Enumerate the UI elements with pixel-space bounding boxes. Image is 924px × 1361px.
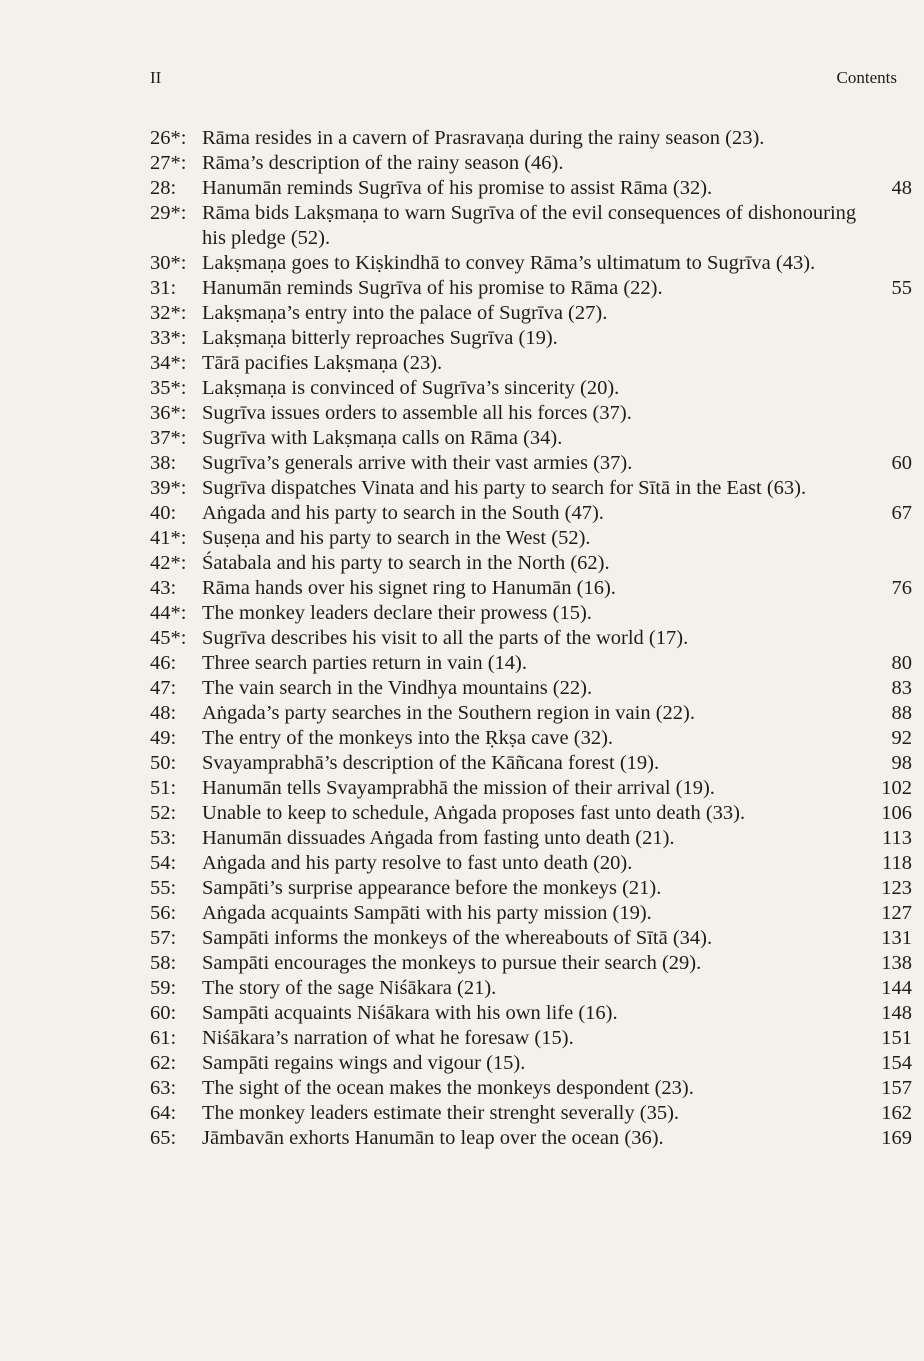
chapter-title: The story of the sage Niśākara (21). <box>202 977 497 999</box>
running-head <box>150 68 897 92</box>
chapter-title: The sight of the ocean makes the monkeys despondent (23). <box>202 1077 694 1099</box>
chapter-number: 43: <box>150 577 177 599</box>
chapter-number: 46: <box>150 652 177 674</box>
page-reference: 83 <box>891 677 912 699</box>
chapter-title: Sugrīva dispatches Vinata and his party to search for Sītā in the East (63). <box>202 477 807 499</box>
contents-entry <box>150 701 912 726</box>
chapter-title: Hanumān dissuades Aṅgada from fasting unto death (21). <box>202 827 675 849</box>
contents-entry <box>150 1051 912 1076</box>
chapter-number: 48: <box>150 702 177 724</box>
page-reference: 67 <box>891 502 912 524</box>
chapter-number: 36*: <box>150 402 187 424</box>
contents-entry <box>150 826 912 851</box>
chapter-number: 28: <box>150 177 177 199</box>
contents-entry <box>150 251 912 276</box>
chapter-number: 53: <box>150 827 177 849</box>
chapter-number: 49: <box>150 727 177 749</box>
chapter-title: Sampāti acquaints Niśākara with his own life (16). <box>202 1002 618 1024</box>
chapter-title: Hanumān tells Svayamprabhā the mission of their arrival (19). <box>202 777 715 799</box>
page-reference: 76 <box>891 577 912 599</box>
contents-entry <box>150 426 912 451</box>
chapter-title: Unable to keep to schedule, Aṅgada proposes fast unto death (33). <box>202 802 746 824</box>
page-reference: 92 <box>891 727 912 749</box>
page-reference: 148 <box>881 1002 912 1024</box>
contents-entry <box>150 126 912 151</box>
chapter-title: Lakṣmaṇa is convinced of Sugrīva’s sincerity (20). <box>202 377 620 399</box>
contents-entry <box>150 1026 912 1051</box>
page-reference: 106 <box>881 802 912 824</box>
contents-entry <box>150 376 912 401</box>
chapter-title: The monkey leaders declare their prowess (15). <box>202 602 592 624</box>
contents-entry <box>150 301 912 326</box>
page-reference: 169 <box>881 1127 912 1149</box>
chapter-title: Jāmbavān exhorts Hanumān to leap over the ocean (36). <box>202 1127 664 1149</box>
contents-entry <box>150 176 912 201</box>
page-reference: 55 <box>891 277 912 299</box>
chapter-number: 58: <box>150 952 177 974</box>
chapter-number: 27*: <box>150 152 187 174</box>
contents-entry <box>150 576 912 601</box>
contents-entry <box>150 776 912 801</box>
contents-entry <box>150 726 912 751</box>
chapter-title: Śatabala and his party to search in the North (62). <box>202 552 610 574</box>
chapter-title: Sugrīva with Lakṣmaṇa calls on Rāma (34). <box>202 427 563 449</box>
chapter-number: 30*: <box>150 252 187 274</box>
chapter-number: 39*: <box>150 477 187 499</box>
page-reference: 123 <box>881 877 912 899</box>
chapter-number: 55: <box>150 877 177 899</box>
page-reference: 162 <box>881 1102 912 1124</box>
contents-entry <box>150 401 912 426</box>
page-reference: 98 <box>891 752 912 774</box>
contents-entry <box>150 851 912 876</box>
chapter-number: 33*: <box>150 327 187 349</box>
contents-entry <box>150 926 912 951</box>
contents-entry <box>150 651 912 676</box>
chapter-title: The entry of the monkeys into the Ṛkṣa cave (32). <box>202 727 614 749</box>
chapter-number: 45*: <box>150 627 187 649</box>
chapter-title: Sampāti encourages the monkeys to pursue their search (29). <box>202 952 702 974</box>
contents-entry <box>150 876 912 901</box>
chapter-title: Aṅgada’s party searches in the Southern region in vain (22). <box>202 702 696 724</box>
chapter-number: 65: <box>150 1127 177 1149</box>
chapter-number: 56: <box>150 902 177 924</box>
contents-entry <box>150 1001 912 1026</box>
chapter-title: Sampāti informs the monkeys of the whereabouts of Sītā (34). <box>202 927 713 949</box>
chapter-title: Aṅgada acquaints Sampāti with his party mission (19). <box>202 902 652 924</box>
chapter-number: 57: <box>150 927 177 949</box>
chapter-number: 38: <box>150 452 177 474</box>
page-reference: 127 <box>881 902 912 924</box>
chapter-number: 42*: <box>150 552 187 574</box>
chapter-title: Rāma bids Lakṣmaṇa to warn Sugrīva of the evil consequences of dishonouring his pledge (52). <box>202 202 857 249</box>
chapter-number: 59: <box>150 977 177 999</box>
chapter-title: Hanumān reminds Sugrīva of his promise to Rāma (22). <box>202 277 663 299</box>
chapter-number: 35*: <box>150 377 187 399</box>
chapter-title: Rāma’s description of the rainy season (46). <box>202 152 564 174</box>
chapter-number: 29*: <box>150 202 187 224</box>
chapter-number: 51: <box>150 777 177 799</box>
chapter-number: 41*: <box>150 527 187 549</box>
contents-entry <box>150 626 912 651</box>
chapter-title: Lakṣmaṇa bitterly reproaches Sugrīva (19). <box>202 327 558 349</box>
page-reference: 138 <box>881 952 912 974</box>
page-reference: 80 <box>891 652 912 674</box>
contents-entry <box>150 801 912 826</box>
chapter-number: 40: <box>150 502 177 524</box>
chapter-number: 44*: <box>150 602 187 624</box>
page-reference: 102 <box>881 777 912 799</box>
chapter-number: 32*: <box>150 302 187 324</box>
contents-entry <box>150 951 912 976</box>
section-title: Contents <box>836 68 897 87</box>
chapter-number: 64: <box>150 1102 177 1124</box>
contents-entry <box>150 351 912 376</box>
contents-entry <box>150 1126 912 1151</box>
page-reference: 151 <box>881 1027 912 1049</box>
page-reference: 48 <box>891 177 912 199</box>
chapter-title: Sampāti regains wings and vigour (15). <box>202 1052 526 1074</box>
page-reference: 113 <box>882 827 912 849</box>
chapter-title: The vain search in the Vindhya mountains (22). <box>202 677 593 699</box>
chapter-number: 54: <box>150 852 177 874</box>
chapter-title: Lakṣmaṇa’s entry into the palace of Sugrīva (27). <box>202 302 608 324</box>
contents-entry <box>150 201 912 251</box>
contents-entry <box>150 676 912 701</box>
chapter-title: Aṅgada and his party resolve to fast unto death (20). <box>202 852 633 874</box>
chapter-title: Svayamprabhā’s description of the Kāñcana forest (19). <box>202 752 660 774</box>
chapter-title: Rāma hands over his signet ring to Hanumān (16). <box>202 577 616 599</box>
page-reference: 88 <box>891 702 912 724</box>
contents-entry <box>150 901 912 926</box>
chapter-title: Rāma resides in a cavern of Prasravaṇa during the rainy season (23). <box>202 127 765 149</box>
chapter-number: 62: <box>150 1052 177 1074</box>
chapter-number: 52: <box>150 802 177 824</box>
chapter-title: Tārā pacifies Lakṣmaṇa (23). <box>202 352 443 374</box>
contents-entry <box>150 151 912 176</box>
page-reference: 118 <box>882 852 912 874</box>
contents-entry <box>150 476 912 501</box>
contents-list <box>150 126 912 1151</box>
chapter-number: 34*: <box>150 352 187 374</box>
chapter-title: Aṅgada and his party to search in the South (47). <box>202 502 604 524</box>
page-reference: 131 <box>881 927 912 949</box>
page-reference: 154 <box>881 1052 912 1074</box>
chapter-title: Sugrīva’s generals arrive with their vast armies (37). <box>202 452 633 474</box>
page-reference: 144 <box>881 977 912 999</box>
contents-entry <box>150 326 912 351</box>
contents-entry <box>150 526 912 551</box>
contents-entry <box>150 501 912 526</box>
chapter-number: 37*: <box>150 427 187 449</box>
chapter-number: 47: <box>150 677 177 699</box>
chapter-title: Sugrīva describes his visit to all the parts of the world (17). <box>202 627 689 649</box>
chapter-title: Lakṣmaṇa goes to Kiṣkindhā to convey Rāma’s ultimatum to Sugrīva (43). <box>202 252 816 274</box>
chapter-title: Three search parties return in vain (14). <box>202 652 528 674</box>
page-reference: 157 <box>881 1077 912 1099</box>
chapter-title: Sampāti’s surprise appearance before the monkeys (21). <box>202 877 662 899</box>
chapter-title: Sugrīva issues orders to assemble all his forces (37). <box>202 402 632 424</box>
contents-entry <box>150 551 912 576</box>
chapter-number: 60: <box>150 1002 177 1024</box>
contents-entry <box>150 1076 912 1101</box>
contents-entry <box>150 976 912 1001</box>
chapter-title: Niśākara’s narration of what he foresaw (15). <box>202 1027 574 1049</box>
contents-entry <box>150 601 912 626</box>
chapter-number: 31: <box>150 277 177 299</box>
contents-entry <box>150 276 912 301</box>
contents-entry <box>150 451 912 476</box>
chapter-number: 61: <box>150 1027 177 1049</box>
chapter-number: 50: <box>150 752 177 774</box>
chapter-title: Suṣeṇa and his party to search in the West (52). <box>202 527 591 549</box>
chapter-number: 26*: <box>150 127 187 149</box>
chapter-number: 63: <box>150 1077 177 1099</box>
page-number: II <box>150 68 162 87</box>
contents-entry <box>150 751 912 776</box>
page-reference: 60 <box>891 452 912 474</box>
contents-entry <box>150 1101 912 1126</box>
chapter-title: Hanumān reminds Sugrīva of his promise to assist Rāma (32). <box>202 177 713 199</box>
chapter-title: The monkey leaders estimate their strenght severally (35). <box>202 1102 680 1124</box>
